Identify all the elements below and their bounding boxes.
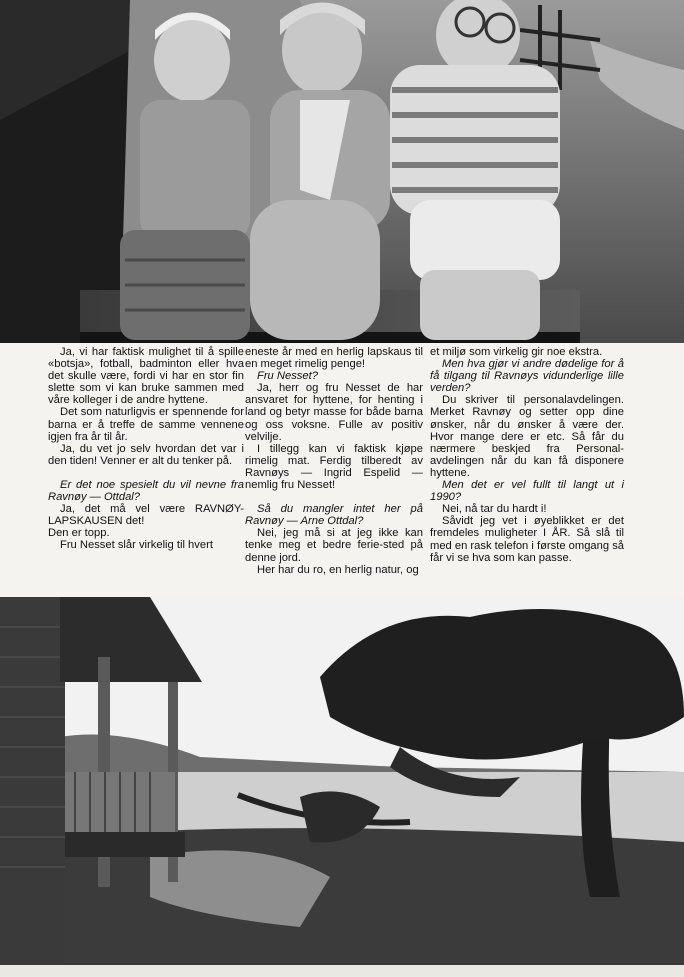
page-bottom-margin xyxy=(0,965,684,977)
interview-question: Er det noe spesielt du vil nevne fra Ravnøy — Ottdal? xyxy=(48,478,244,504)
article-paragraph: Den er topp. xyxy=(48,527,110,540)
article-paragraph: eneste år med en herlig lapskaus til en meget rimelig penge! xyxy=(245,346,423,371)
article-body xyxy=(48,346,680,594)
article-paragraph: Ja, det må vel være RAVNØY-LAPSKAUSEN det! xyxy=(48,503,244,528)
text-column-3 xyxy=(430,346,624,564)
photo-children-on-pier-image xyxy=(0,0,684,343)
article-paragraph: Såvidt jeg vet i øyeblikket er det fremdeles muligheter I ÅR. Så slå til med en rask telefon i første omgang så får vi se hva som kan passe. xyxy=(430,515,625,564)
article-paragraph: Du skriver til personalavdelingen. Merket Ravnøy og setter opp dine ønsker, når du ønsker å være der. Hvor mange dere er etc. Så får du nærmere beskjed fra Personal-avdelingen når du kan få disponere hyttene. xyxy=(430,394,624,479)
article-paragraph: I tillegg kan vi faktisk kjøpe rimelig mat. Ferdig tilberedt av Ravnøys — Ingrid Espelid — nemlig fru Nesset! xyxy=(245,442,423,492)
article-paragraph: Nei, jeg må si at jeg ikke kan tenke meg et bedre ferie-sted på denne jord. xyxy=(245,527,423,564)
article-paragraph: Ja, du vet jo selv hvordan det var i den tiden! Venner er alt du tenker på. xyxy=(48,442,244,467)
article-paragraph: Fru Nesset slår virkelig til hvert xyxy=(60,539,213,552)
interview-question: Så du mangler intet her på Ravnøy — Arne Ottdal? xyxy=(245,503,423,528)
interview-question: Fru Nesset? xyxy=(257,370,318,383)
photo-children-on-pier xyxy=(0,0,684,343)
article-paragraph: Ja, herr og fru Nesset de har ansvaret for hyttene, for henting i land og betyr masse for både barna og oss voksne. Fulle av positiv velvilje. xyxy=(245,382,423,443)
interview-question: Men det er vel fullt til langt ut i 1990? xyxy=(430,479,624,504)
article-paragraph: Ja, vi har faktisk mulighet til å spille «botsja», fotball, badminton eller hva det skulle være, fordi vi har en stor fin slette som vi kan bruke sammen med våre kolleger i de andre hyttene. xyxy=(48,346,244,407)
photo-cabin-lake-tree xyxy=(0,597,684,965)
article-paragraph: Nei, nå tar du hardt i! xyxy=(442,503,547,516)
interview-question: Men hva gjør vi andre dødelige for å få tilgang til Ravnøys vidunderlige lille verden? xyxy=(430,358,624,395)
article-paragraph: Her har du ro, en herlig natur, og xyxy=(257,563,419,576)
article-paragraph: Det som naturligvis er spennende for barna er å treffe de samme vennene igjen fra år til år. xyxy=(48,406,244,443)
text-column-2 xyxy=(245,346,423,576)
article-paragraph: et miljø som virkelig gir noe ekstra. xyxy=(430,346,603,358)
text-column-1 xyxy=(48,346,244,552)
photo-cabin-lake-tree-image xyxy=(0,597,684,965)
